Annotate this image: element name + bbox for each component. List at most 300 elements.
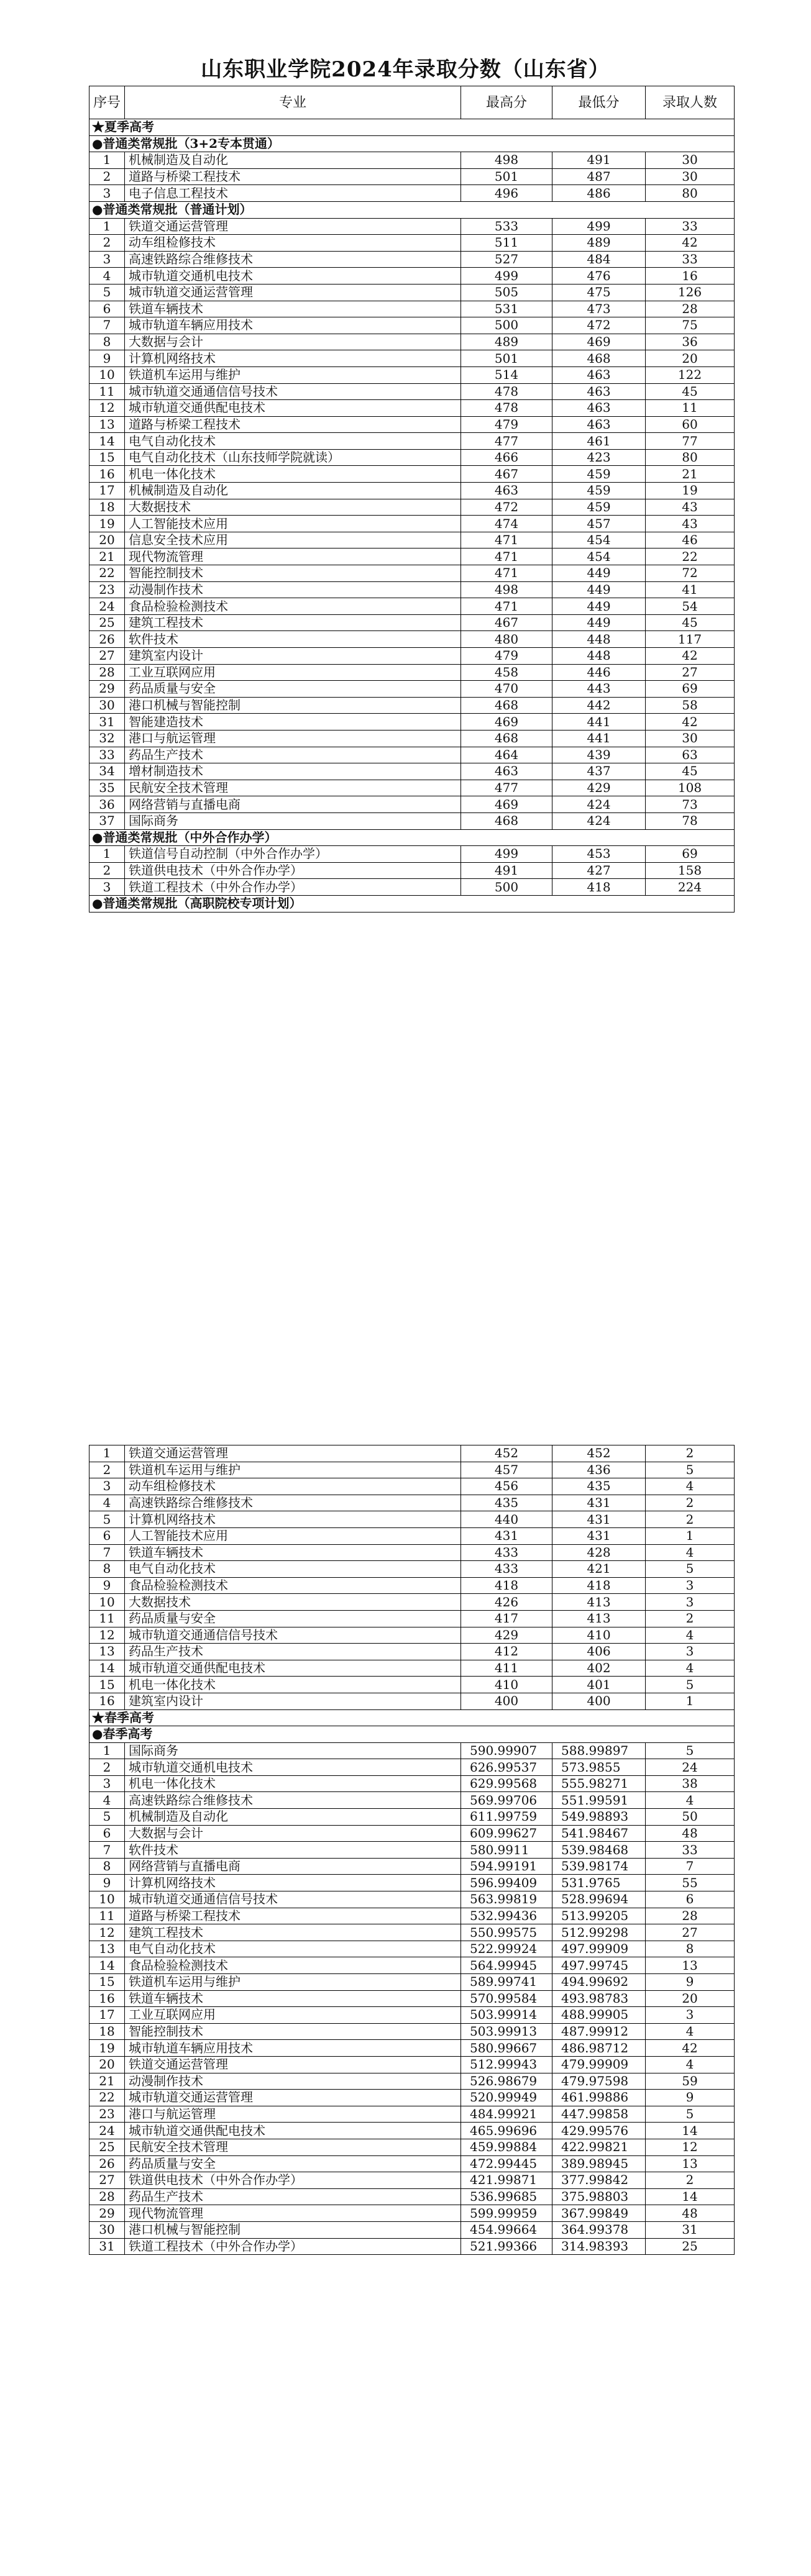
max-score: 479 [461, 416, 552, 433]
row-number: 8 [89, 1858, 125, 1875]
major-name: 机械制造及自动化 [125, 152, 461, 169]
admitted-count: 158 [646, 862, 735, 879]
max-score: 471 [461, 548, 552, 565]
admitted-count: 38 [646, 1775, 735, 1792]
min-score: 555.98271 [552, 1775, 646, 1792]
max-score: 452 [461, 1445, 552, 1462]
table-row [89, 350, 735, 367]
table-row [89, 1990, 735, 2007]
table-row [89, 532, 735, 548]
min-score: 541.98467 [552, 1825, 646, 1842]
major-name: 药品质量与安全 [125, 1610, 461, 1627]
row-number: 25 [89, 614, 125, 631]
major-name: 食品检验检测技术 [125, 1957, 461, 1974]
min-score: 549.98893 [552, 1809, 646, 1826]
max-score: 533 [461, 218, 552, 235]
min-score: 461.99886 [552, 2090, 646, 2106]
min-score: 497.99745 [552, 1957, 646, 1974]
admitted-count: 1 [646, 1693, 735, 1709]
max-score: 410 [461, 1677, 552, 1693]
major-name: 高速铁路综合维修技术 [125, 1792, 461, 1809]
table-row [89, 1577, 735, 1594]
table-row [89, 714, 735, 730]
table-row [89, 730, 735, 747]
min-score: 418 [552, 879, 646, 896]
row-number: 9 [89, 350, 125, 367]
max-score: 463 [461, 483, 552, 499]
header-max-score: 最高分 [461, 86, 552, 119]
major-name: 智能控制技术 [125, 2023, 461, 2040]
max-score: 457 [461, 1462, 552, 1478]
min-score: 428 [552, 1544, 646, 1561]
min-score: 484 [552, 251, 646, 268]
max-score: 599.99959 [461, 2205, 552, 2222]
major-name: 城市轨道交通供配电技术 [125, 2123, 461, 2139]
min-score: 487.99912 [552, 2023, 646, 2040]
major-name: 道路与桥梁工程技术 [125, 168, 461, 185]
major-name: 城市轨道交通供配电技术 [125, 400, 461, 417]
max-score: 477 [461, 433, 552, 450]
row-number: 23 [89, 581, 125, 598]
min-score: 401 [552, 1677, 646, 1693]
row-number: 11 [89, 1908, 125, 1924]
major-name: 计算机网络技术 [125, 1875, 461, 1891]
min-score: 497.99909 [552, 1941, 646, 1957]
table-row [89, 1495, 735, 1511]
major-name: 电气自动化技术 [125, 1561, 461, 1578]
major-name: 铁道机车运用与维护 [125, 1462, 461, 1478]
row-number: 2 [89, 1759, 125, 1776]
min-score: 459 [552, 466, 646, 483]
row-number: 15 [89, 1677, 125, 1693]
major-name: 工业互联网应用 [125, 664, 461, 681]
max-score: 472 [461, 499, 552, 516]
min-score: 452 [552, 1445, 646, 1462]
admitted-count: 42 [646, 235, 735, 252]
max-score: 479 [461, 648, 552, 665]
table-row [89, 1511, 735, 1528]
min-score: 443 [552, 681, 646, 698]
max-score: 478 [461, 383, 552, 400]
major-name: 机电一体化技术 [125, 1677, 461, 1693]
section-header-row [89, 119, 735, 136]
row-number: 11 [89, 1610, 125, 1627]
min-score: 377.99842 [552, 2172, 646, 2189]
max-score: 580.9911 [461, 1842, 552, 1859]
admitted-count: 36 [646, 334, 735, 350]
major-name: 铁道车辆技术 [125, 1990, 461, 2007]
table-row [89, 1842, 735, 1859]
table-row [89, 2007, 735, 2024]
max-score: 435 [461, 1495, 552, 1511]
admitted-count: 46 [646, 532, 735, 548]
table-row [89, 400, 735, 417]
major-name: 软件技术 [125, 631, 461, 648]
section-header-row [89, 895, 735, 912]
row-number: 17 [89, 2007, 125, 2024]
admitted-count: 108 [646, 780, 735, 796]
admitted-count: 42 [646, 648, 735, 665]
table-row [89, 1858, 735, 1875]
max-score: 503.99914 [461, 2007, 552, 2024]
row-number: 21 [89, 2073, 125, 2090]
min-score: 487 [552, 168, 646, 185]
row-number: 21 [89, 548, 125, 565]
table-row [89, 697, 735, 714]
row-number: 5 [89, 1809, 125, 1826]
header-no: 序号 [89, 86, 125, 119]
min-score: 402 [552, 1660, 646, 1677]
min-score: 513.99205 [552, 1908, 646, 1924]
min-score: 528.99694 [552, 1891, 646, 1908]
min-score: 413 [552, 1610, 646, 1627]
major-name: 智能控制技术 [125, 565, 461, 582]
major-name: 机械制造及自动化 [125, 1809, 461, 1826]
row-number: 30 [89, 2221, 125, 2238]
max-score: 594.99191 [461, 1858, 552, 1875]
min-score: 418 [552, 1577, 646, 1594]
max-score: 501 [461, 168, 552, 185]
major-name: 港口与航运管理 [125, 730, 461, 747]
admitted-count: 14 [646, 2123, 735, 2139]
admitted-count: 48 [646, 1825, 735, 1842]
min-score: 413 [552, 1594, 646, 1611]
row-number: 26 [89, 631, 125, 648]
major-name: 大数据与会计 [125, 1825, 461, 1842]
min-score: 406 [552, 1644, 646, 1660]
admitted-count: 2 [646, 2172, 735, 2189]
min-score: 473 [552, 301, 646, 317]
row-number: 10 [89, 1891, 125, 1908]
major-name: 港口与航运管理 [125, 2106, 461, 2123]
max-score: 484.99921 [461, 2106, 552, 2123]
min-score: 375.98803 [552, 2188, 646, 2205]
table-row [89, 2023, 735, 2040]
row-number: 6 [89, 301, 125, 317]
max-score: 464 [461, 747, 552, 763]
max-score: 417 [461, 1610, 552, 1627]
max-score: 532.99436 [461, 1908, 552, 1924]
table-row [89, 1759, 735, 1776]
admitted-count: 50 [646, 1809, 735, 1826]
max-score: 471 [461, 598, 552, 615]
min-score: 314.98393 [552, 2238, 646, 2255]
max-score: 511 [461, 235, 552, 252]
admitted-count: 9 [646, 2090, 735, 2106]
max-score: 465.99696 [461, 2123, 552, 2139]
max-score: 496 [461, 185, 552, 202]
row-number: 14 [89, 1957, 125, 1974]
table-row [89, 268, 735, 284]
row-number: 20 [89, 2056, 125, 2073]
admitted-count: 27 [646, 1924, 735, 1941]
row-number: 8 [89, 334, 125, 350]
admitted-count: 63 [646, 747, 735, 763]
max-score: 480 [461, 631, 552, 648]
min-score: 424 [552, 812, 646, 829]
row-number: 31 [89, 2238, 125, 2255]
admitted-count: 21 [646, 466, 735, 483]
max-score: 459.99884 [461, 2139, 552, 2155]
admitted-count: 13 [646, 2155, 735, 2172]
min-score: 476 [552, 268, 646, 284]
major-name: 网络营销与直播电商 [125, 796, 461, 813]
admitted-count: 3 [646, 1594, 735, 1611]
max-score: 421.99871 [461, 2172, 552, 2189]
admitted-count: 224 [646, 879, 735, 896]
max-score: 609.99627 [461, 1825, 552, 1842]
table-row [89, 284, 735, 301]
table-row [89, 235, 735, 252]
min-score: 493.98783 [552, 1990, 646, 2007]
min-score: 436 [552, 1462, 646, 1478]
section-header-row [89, 201, 735, 218]
table-row [89, 1825, 735, 1842]
min-score: 454 [552, 532, 646, 548]
min-score: 421 [552, 1561, 646, 1578]
max-score: 491 [461, 862, 552, 879]
min-score: 442 [552, 697, 646, 714]
table-row [89, 648, 735, 665]
section-title: ●春季高考 [89, 1726, 735, 1743]
min-score: 499 [552, 218, 646, 235]
row-number: 29 [89, 681, 125, 698]
max-score: 463 [461, 763, 552, 780]
min-score: 453 [552, 846, 646, 863]
max-score: 412 [461, 1644, 552, 1660]
row-number: 28 [89, 2188, 125, 2205]
table-row [89, 1594, 735, 1611]
min-score: 479.99909 [552, 2056, 646, 2073]
major-name: 城市轨道交通通信信号技术 [125, 1627, 461, 1644]
table-row [89, 2056, 735, 2073]
major-name: 铁道机车运用与维护 [125, 366, 461, 383]
table-row [89, 1775, 735, 1792]
admitted-count: 80 [646, 185, 735, 202]
row-number: 1 [89, 152, 125, 169]
min-score: 400 [552, 1693, 646, 1709]
admitted-count: 122 [646, 366, 735, 383]
row-number: 4 [89, 1495, 125, 1511]
admitted-count: 78 [646, 812, 735, 829]
major-name: 电气自动化技术（山东技师学院就读） [125, 449, 461, 466]
min-score: 447.99858 [552, 2106, 646, 2123]
table-row [89, 449, 735, 466]
row-number: 14 [89, 433, 125, 450]
admitted-count: 77 [646, 433, 735, 450]
major-name: 城市轨道车辆应用技术 [125, 2040, 461, 2057]
admitted-count: 4 [646, 1660, 735, 1677]
row-number: 20 [89, 532, 125, 548]
major-name: 人工智能技术应用 [125, 516, 461, 532]
admitted-count: 5 [646, 2106, 735, 2123]
max-score: 564.99945 [461, 1957, 552, 1974]
table-row [89, 565, 735, 582]
min-score: 446 [552, 664, 646, 681]
admitted-count: 117 [646, 631, 735, 648]
min-score: 469 [552, 334, 646, 350]
table-row [89, 2205, 735, 2222]
table-row [89, 747, 735, 763]
admitted-count: 43 [646, 499, 735, 516]
max-score: 626.99537 [461, 1759, 552, 1776]
major-name: 药品生产技术 [125, 1644, 461, 1660]
admitted-count: 27 [646, 664, 735, 681]
max-score: 500 [461, 879, 552, 896]
max-score: 469 [461, 714, 552, 730]
row-number: 27 [89, 648, 125, 665]
max-score: 570.99584 [461, 1990, 552, 2007]
major-name: 铁道供电技术（中外合作办学） [125, 862, 461, 879]
max-score: 433 [461, 1544, 552, 1561]
max-score: 629.99568 [461, 1775, 552, 1792]
row-number: 26 [89, 2155, 125, 2172]
major-name: 药品生产技术 [125, 747, 461, 763]
min-score: 573.9855 [552, 1759, 646, 1776]
min-score: 461 [552, 433, 646, 450]
max-score: 501 [461, 350, 552, 367]
table-row [89, 2238, 735, 2255]
table-row [89, 1809, 735, 1826]
max-score: 431 [461, 1527, 552, 1544]
row-number: 8 [89, 1561, 125, 1578]
major-name: 铁道工程技术（中外合作办学） [125, 2238, 461, 2255]
table-row [89, 1561, 735, 1578]
admitted-count: 20 [646, 1990, 735, 2007]
min-score: 431 [552, 1511, 646, 1528]
table-row [89, 1908, 735, 1924]
major-name: 人工智能技术应用 [125, 1527, 461, 1544]
table-row [89, 1957, 735, 1974]
admitted-count: 54 [646, 598, 735, 615]
major-name: 铁道工程技术（中外合作办学） [125, 879, 461, 896]
max-score: 433 [461, 1561, 552, 1578]
admitted-count: 41 [646, 581, 735, 598]
major-name: 城市轨道车辆应用技术 [125, 317, 461, 334]
table-row [89, 1941, 735, 1957]
min-score: 488.99905 [552, 2007, 646, 2024]
table-row [89, 879, 735, 896]
admitted-count: 58 [646, 697, 735, 714]
table-row [89, 1527, 735, 1544]
major-name: 现代物流管理 [125, 548, 461, 565]
row-number: 13 [89, 416, 125, 433]
table-row [89, 168, 735, 185]
major-name: 大数据技术 [125, 1594, 461, 1611]
min-score: 475 [552, 284, 646, 301]
table-row [89, 251, 735, 268]
admitted-count: 45 [646, 763, 735, 780]
section-title: ★夏季高考 [89, 119, 735, 136]
admitted-count: 4 [646, 1792, 735, 1809]
admitted-count: 11 [646, 400, 735, 417]
table-row [89, 1742, 735, 1759]
row-number: 12 [89, 1627, 125, 1644]
table-row [89, 681, 735, 698]
admitted-count: 75 [646, 317, 735, 334]
row-number: 3 [89, 1478, 125, 1495]
min-score: 431 [552, 1495, 646, 1511]
table-row [89, 2123, 735, 2139]
admitted-count: 28 [646, 1908, 735, 1924]
max-score: 500 [461, 317, 552, 334]
table-row [89, 185, 735, 202]
admitted-count: 59 [646, 2073, 735, 2090]
admitted-count: 42 [646, 2040, 735, 2057]
min-score: 367.99849 [552, 2205, 646, 2222]
row-number: 23 [89, 2106, 125, 2123]
max-score: 526.98679 [461, 2073, 552, 2090]
section-title: ●普通类常规批（3+2专本贯通） [89, 135, 735, 152]
max-score: 411 [461, 1660, 552, 1677]
max-score: 454.99664 [461, 2221, 552, 2238]
row-number: 2 [89, 168, 125, 185]
admitted-count: 12 [646, 2139, 735, 2155]
min-score: 449 [552, 565, 646, 582]
row-number: 2 [89, 862, 125, 879]
min-score: 422.99821 [552, 2139, 646, 2155]
table-row [89, 466, 735, 483]
section-title: ●普通类常规批（高职院校专项计划） [89, 895, 735, 912]
row-number: 22 [89, 565, 125, 582]
min-score: 364.99378 [552, 2221, 646, 2238]
row-number: 5 [89, 284, 125, 301]
min-score: 494.99692 [552, 1974, 646, 1991]
min-score: 588.99897 [552, 1742, 646, 1759]
max-score: 478 [461, 400, 552, 417]
row-number: 10 [89, 1594, 125, 1611]
admitted-count: 33 [646, 218, 735, 235]
major-name: 港口机械与智能控制 [125, 697, 461, 714]
admitted-count: 60 [646, 416, 735, 433]
row-number: 27 [89, 2172, 125, 2189]
max-score: 514 [461, 366, 552, 383]
header-min-score: 最低分 [552, 86, 646, 119]
major-name: 计算机网络技术 [125, 350, 461, 367]
admitted-count: 126 [646, 284, 735, 301]
admitted-count: 45 [646, 614, 735, 631]
row-number: 7 [89, 317, 125, 334]
admitted-count: 4 [646, 2023, 735, 2040]
max-score: 489 [461, 334, 552, 350]
min-score: 449 [552, 598, 646, 615]
admitted-count: 28 [646, 301, 735, 317]
major-name: 食品检验检测技术 [125, 1577, 461, 1594]
table-row [89, 2139, 735, 2155]
admitted-count: 3 [646, 2007, 735, 2024]
min-score: 429.99576 [552, 2123, 646, 2139]
row-number: 37 [89, 812, 125, 829]
section-title: ●普通类常规批（中外合作办学） [89, 829, 735, 846]
row-number: 17 [89, 483, 125, 499]
max-score: 536.99685 [461, 2188, 552, 2205]
admitted-count: 7 [646, 1858, 735, 1875]
table-row [89, 416, 735, 433]
admitted-count: 2 [646, 1495, 735, 1511]
table-row [89, 2172, 735, 2189]
table-row [89, 2040, 735, 2057]
row-number: 11 [89, 383, 125, 400]
min-score: 429 [552, 780, 646, 796]
max-score: 521.99366 [461, 2238, 552, 2255]
row-number: 5 [89, 1511, 125, 1528]
major-name: 铁道交通运营管理 [125, 218, 461, 235]
major-name: 软件技术 [125, 1842, 461, 1859]
table-row [89, 1875, 735, 1891]
max-score: 569.99706 [461, 1792, 552, 1809]
table-body-page-1 [89, 119, 735, 913]
table-row [89, 1544, 735, 1561]
